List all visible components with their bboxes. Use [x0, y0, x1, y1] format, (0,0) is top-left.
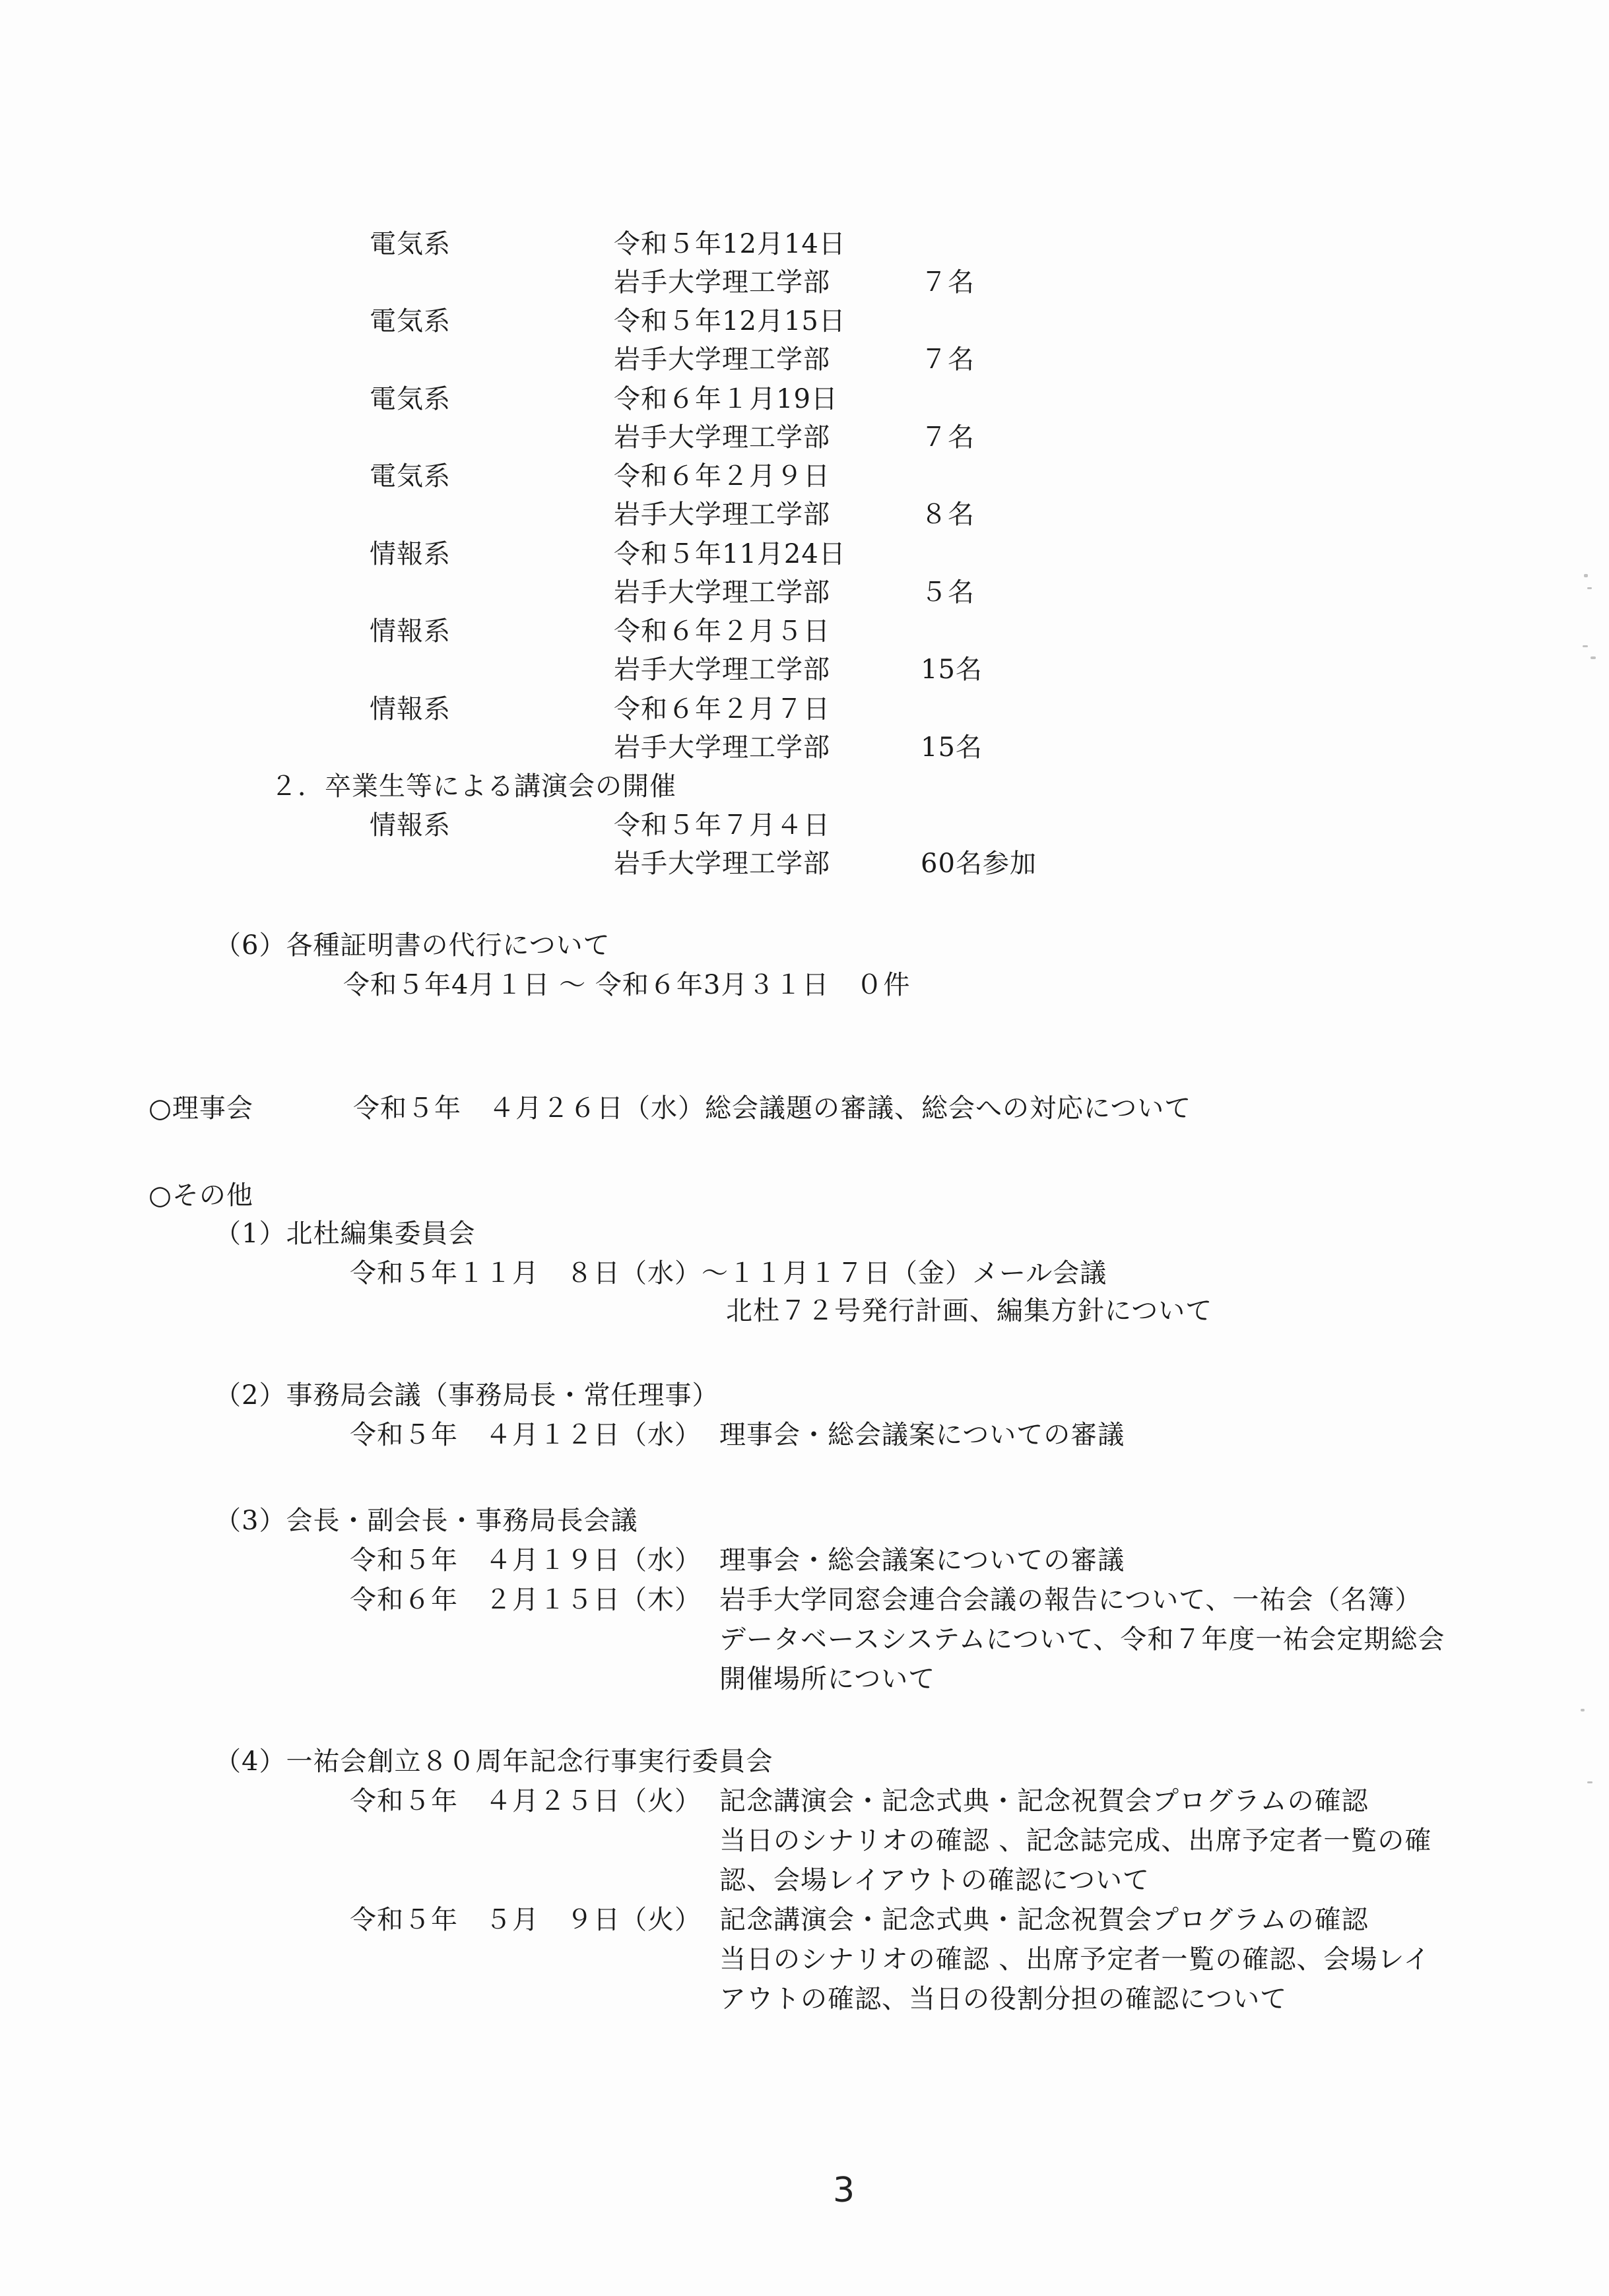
lecture-date: 令和５年７月４日: [614, 810, 830, 841]
lecture-venue: 岩手大学理工学部: [614, 267, 830, 298]
meeting-topic: 開催場所について: [719, 1664, 936, 1694]
dept-label: 情報系: [370, 810, 451, 841]
meeting-topic: 北杜７２号発行計画、編集方針について: [726, 1296, 1213, 1326]
subsection-heading: （2）事務局会議（事務局長・常任理事）: [214, 1380, 719, 1411]
scan-speck: [1583, 645, 1588, 647]
board-meeting-detail: 令和５年 ４月２６日（水）総会議題の審議、総会への対応について: [353, 1093, 1192, 1124]
meeting-date: 令和５年 ４月２５日（火）: [350, 1786, 702, 1816]
meeting-topic: 記念講演会・記念式典・記念祝賀会プログラムの確認: [719, 1786, 1369, 1816]
dept-label: 情報系: [370, 694, 451, 724]
meeting-topic: アウトの確認、当日の役割分担の確認について: [719, 1984, 1288, 2014]
lecture-date: 令和５年12月15日: [614, 306, 846, 336]
attendee-count: ８名: [921, 499, 975, 530]
dept-label: 情報系: [370, 616, 451, 647]
meeting-date: 令和６年 ２月１５日（木）: [350, 1585, 702, 1615]
lecture-venue: 岩手大学理工学部: [614, 848, 830, 879]
meeting-topic: 当日のシナリオの確認 、記念誌完成、出席予定者一覧の確: [719, 1826, 1432, 1856]
scan-speck: [1581, 1709, 1585, 1711]
meeting-date: 令和５年 ４月１２日（水）: [350, 1420, 702, 1450]
attendee-count: 60名参加: [921, 848, 1037, 879]
dept-label: 電気系: [370, 384, 451, 414]
others-heading: ○その他: [148, 1180, 253, 1211]
page-number: 3: [833, 2171, 855, 2210]
attendee-count: ７名: [921, 344, 975, 375]
meeting-date: 令和５年 ４月１９日（水）: [350, 1545, 702, 1576]
attendee-count: ５名: [921, 577, 975, 608]
scan-speck: [1587, 1781, 1593, 1783]
lecture-date: 令和６年２月９日: [614, 461, 830, 492]
lecture-date: 令和６年２月７日: [614, 694, 830, 724]
lecture-venue: 岩手大学理工学部: [614, 344, 830, 375]
meeting-date: 令和５年１１月 ８日（水）～１１月１７日（金）メール会議: [350, 1258, 1107, 1289]
dept-label: 電気系: [370, 461, 451, 492]
scan-speck: [1584, 574, 1588, 577]
lecture-date: 令和６年１月19日: [614, 384, 838, 414]
meeting-topic: 理事会・総会議案についての審議: [719, 1545, 1125, 1576]
lecture-date: 令和５年12月14日: [614, 229, 846, 259]
attendee-count: 15名: [921, 654, 983, 685]
subsection-heading: （3）会長・副会長・事務局長会議: [214, 1506, 638, 1536]
subsection-heading: （4）一祐会創立８０周年記念行事実行委員会: [214, 1746, 773, 1777]
dept-label: 情報系: [370, 539, 451, 569]
lecture-venue: 岩手大学理工学部: [614, 422, 830, 453]
meeting-topic: 当日のシナリオの確認 、出席予定者一覧の確認、会場レイ: [719, 1944, 1431, 1975]
subsection-heading: （1）北杜編集委員会: [214, 1219, 476, 1249]
lecture-date: 令和５年11月24日: [614, 539, 846, 569]
section-heading: ２．卒業生等による講演会の開催: [271, 771, 676, 802]
lecture-venue: 岩手大学理工学部: [614, 732, 830, 763]
lecture-venue: 岩手大学理工学部: [614, 499, 830, 530]
meeting-date: 令和５年 ５月 ９日（火）: [350, 1905, 702, 1935]
section-heading: （6）各種証明書の代行について: [214, 930, 610, 961]
meeting-topic: 認、会場レイアウトの確認について: [719, 1865, 1150, 1896]
meeting-topic: 理事会・総会議案についての審議: [719, 1420, 1125, 1450]
dept-label: 電気系: [370, 229, 451, 259]
lecture-venue: 岩手大学理工学部: [614, 577, 830, 608]
dept-label: 電気系: [370, 306, 451, 336]
meeting-topic: データベースシステムについて、令和７年度一祐会定期総会: [719, 1624, 1445, 1655]
attendee-count: 15名: [921, 732, 983, 763]
lecture-date: 令和６年２月５日: [614, 616, 830, 647]
lecture-venue: 岩手大学理工学部: [614, 654, 830, 685]
scan-speck: [1591, 656, 1596, 659]
board-meeting-label: ○理事会: [148, 1093, 253, 1124]
certificate-detail: 令和５年4月１日 ～ 令和６年3月３１日 ０件: [343, 970, 911, 1000]
attendee-count: ７名: [921, 267, 975, 298]
meeting-topic: 記念講演会・記念式典・記念祝賀会プログラムの確認: [719, 1905, 1369, 1935]
scan-speck: [1587, 587, 1592, 589]
meeting-topic: 岩手大学同窓会連合会議の報告について、一祐会（名簿）: [719, 1585, 1422, 1615]
attendee-count: ７名: [921, 422, 975, 453]
